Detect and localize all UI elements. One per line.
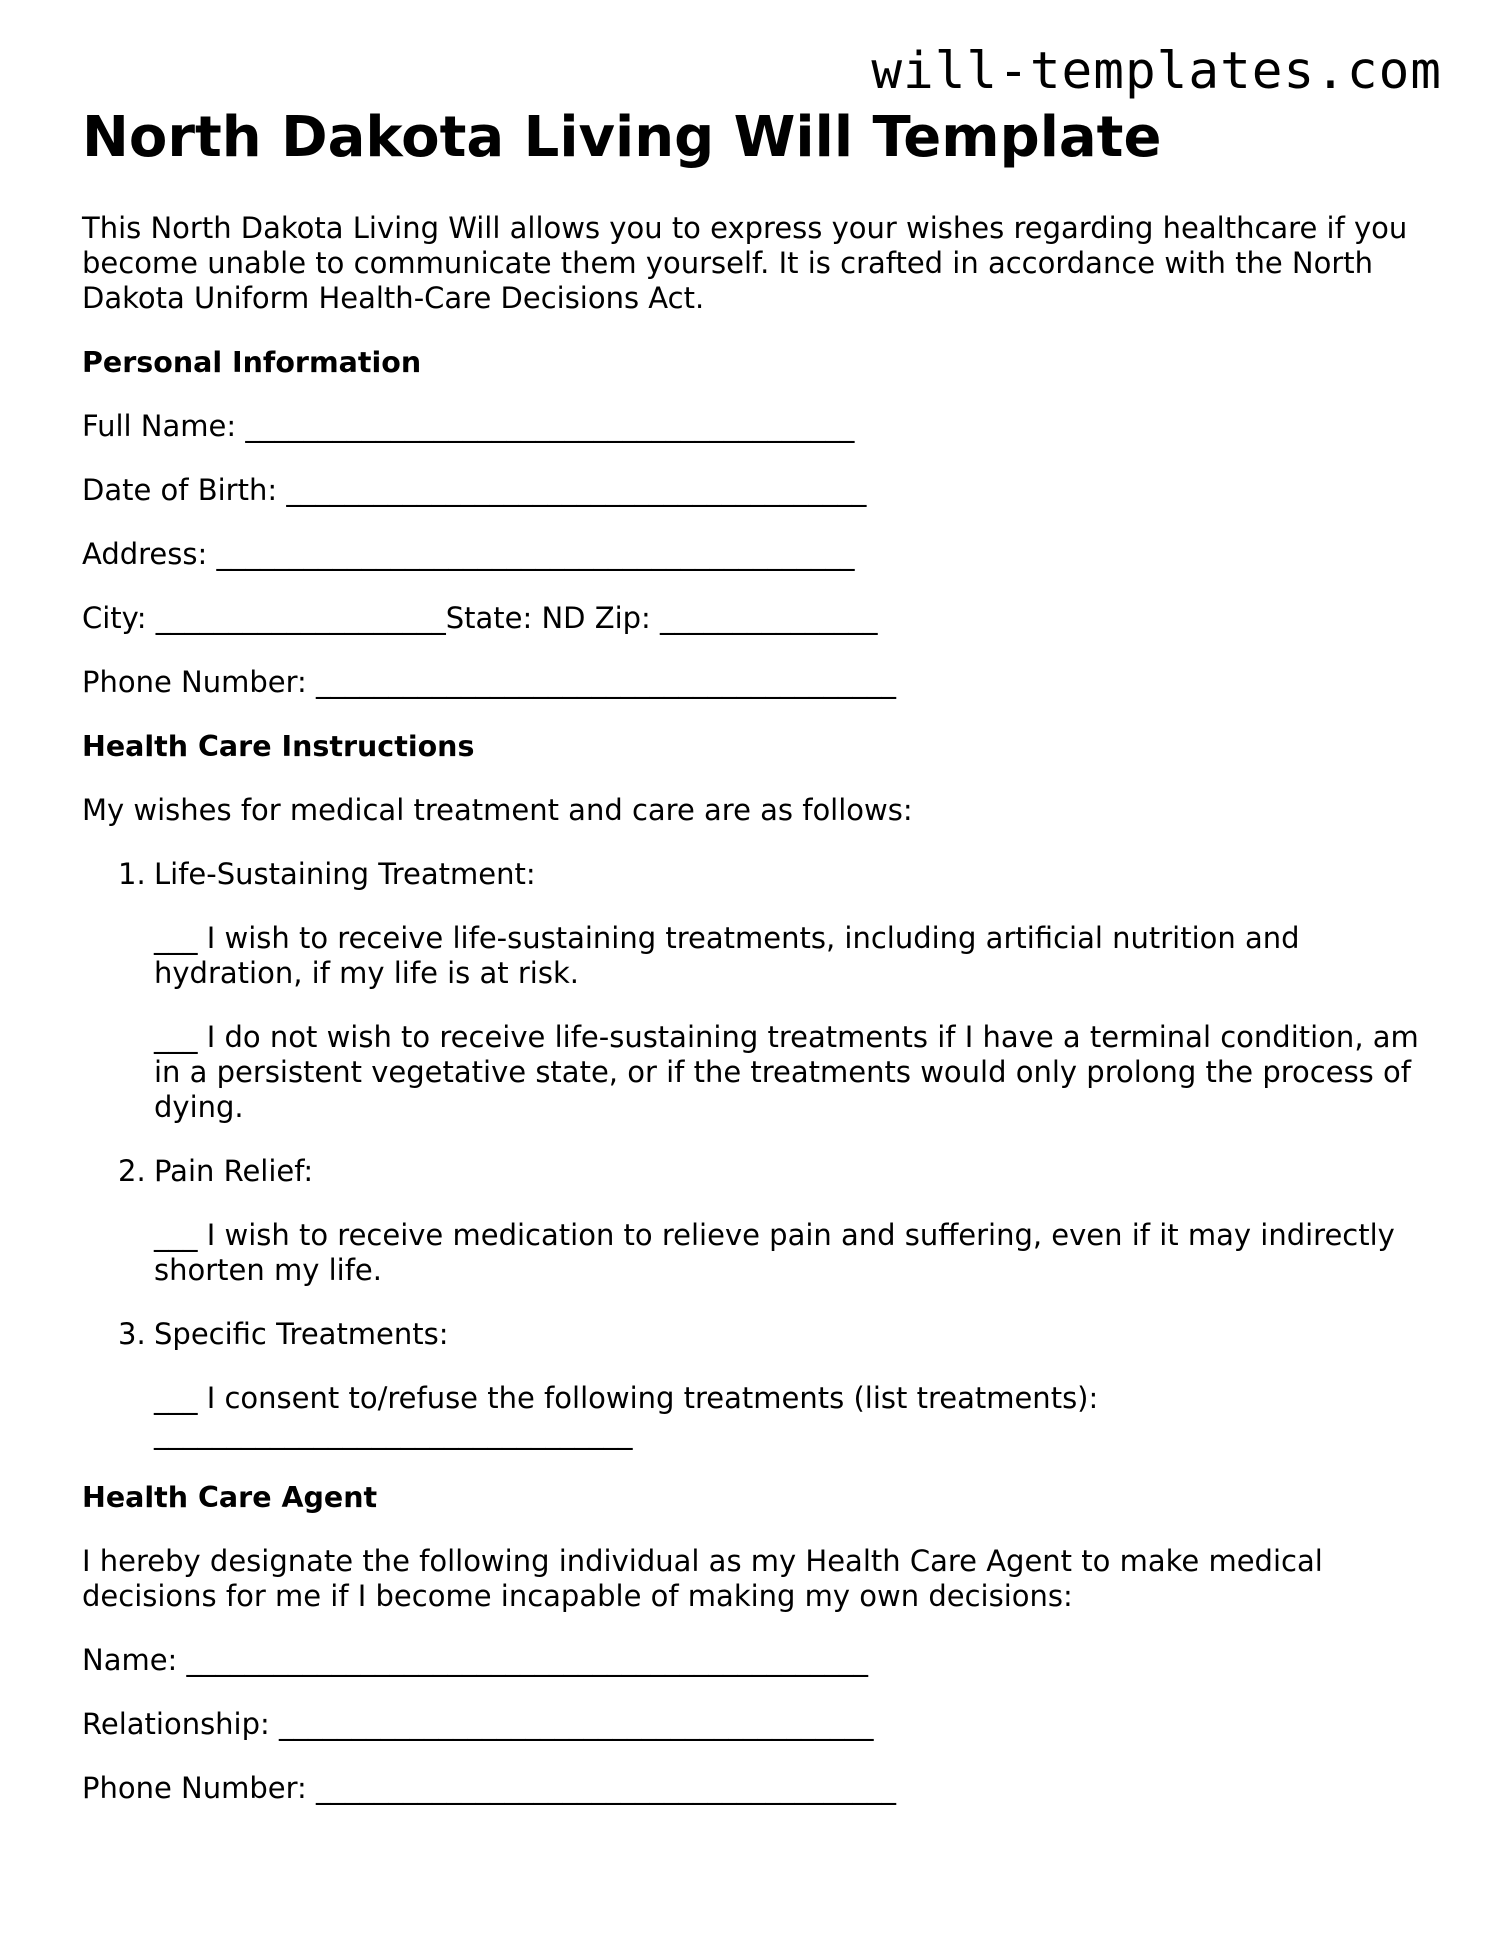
option-refuse-life-sustaining[interactable]: ___ I do not wish to receive life-sustaining treatments if I have a terminal condition, am in a persistent vegetative state, or if the treatments would only prolong the process of dying. <box>154 1020 1419 1125</box>
health-care-agent-heading: Health Care Agent <box>82 1481 378 1515</box>
agent-name-field[interactable]: Name: _______________________________________________ <box>82 1643 869 1678</box>
document-page <box>82 104 1422 1806</box>
list-item-specific-treatments <box>82 1317 1422 1352</box>
health-care-instructions-heading: Health Care Instructions <box>82 730 475 764</box>
health-care-lead: My wishes for medical treatment and care are as follows: <box>82 793 913 828</box>
option-specific-treatments[interactable]: ___ I consent to/refuse the following treatments (list treatments): <box>154 1381 1099 1416</box>
treatments-list-line[interactable]: _________________________________ <box>154 1416 633 1451</box>
address-field[interactable]: Address: ____________________________________________ <box>82 537 855 572</box>
city-state-zip-field[interactable]: City: ____________________State: ND Zip: _______________ <box>82 601 878 636</box>
list-item-label: Specific Treatments: <box>154 1317 449 1352</box>
phone-number-field[interactable]: Phone Number: ________________________________________ <box>82 665 897 700</box>
list-item-label: Pain Relief: <box>154 1154 314 1189</box>
list-number: 3. <box>118 1317 146 1352</box>
site-watermark: will-templates.com <box>871 42 1442 101</box>
agent-phone-number-field[interactable]: Phone Number: ________________________________________ <box>82 1771 897 1806</box>
intro-paragraph: This North Dakota Living Will allows you to express your wishes regarding healthcare if you become unable to communicate them yourself. It is crafted in accordance with the North Dakota Uniform Health-Care Decisions Act. <box>82 211 1408 316</box>
personal-info-heading: Personal Information <box>82 346 422 380</box>
agent-relationship-field[interactable]: Relationship: _________________________________________ <box>82 1707 874 1742</box>
list-item-life-sustaining <box>82 857 1422 892</box>
list-number: 1. <box>118 857 146 892</box>
full-name-field[interactable]: Full Name: __________________________________________ <box>82 409 855 444</box>
option-receive-life-sustaining[interactable]: ___ I wish to receive life-sustaining treatments, including artificial nutrition and hydration, if my life is at risk. <box>154 921 1300 991</box>
health-care-agent-lead: I hereby designate the following individual as my Health Care Agent to make medical decisions for me if I become incapable of making my own decisions: <box>82 1544 1323 1614</box>
list-item-label: Life-Sustaining Treatment: <box>154 857 536 892</box>
date-of-birth-field[interactable]: Date of Birth: ________________________________________ <box>82 473 867 508</box>
list-item-pain-relief <box>82 1154 1422 1189</box>
option-pain-medication[interactable]: ___ I wish to receive medication to relieve pain and suffering, even if it may indirectly shorten my life. <box>154 1218 1395 1288</box>
list-number: 2. <box>118 1154 146 1189</box>
document-title: North Dakota Living Will Template <box>82 105 1162 170</box>
